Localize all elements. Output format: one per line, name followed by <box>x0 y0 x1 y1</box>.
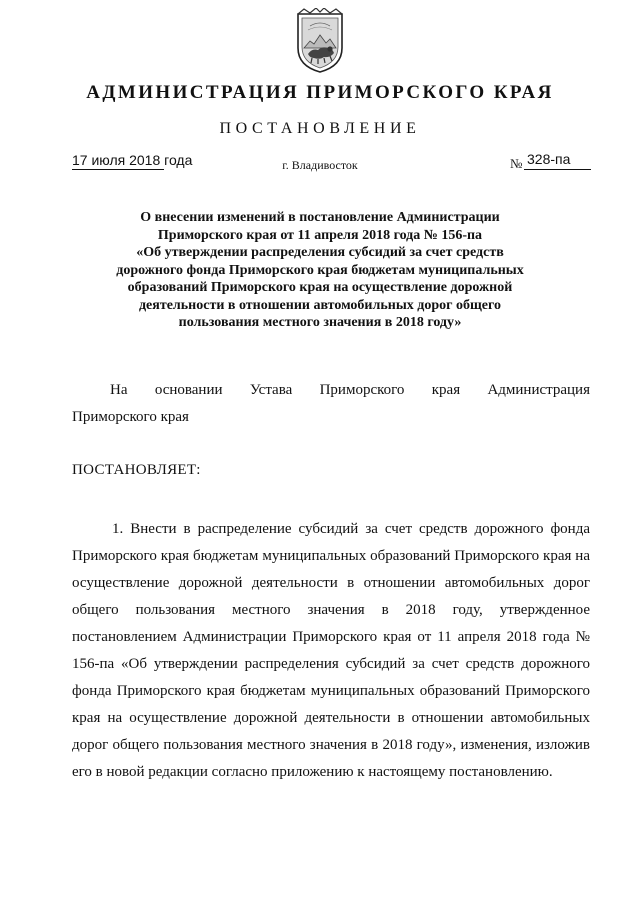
subject-line: пользования местного значения в 2018 году» <box>178 315 462 330</box>
basis-word: Администрация <box>487 382 590 398</box>
document-type: ПОСТАНОВЛЕНИЕ <box>219 120 421 137</box>
subject-line: «Об утверждении распределения субсидий за счет средств <box>136 245 504 260</box>
subject-line: образований Приморского края на осуществление дорожной <box>127 280 513 295</box>
number-sign: № <box>510 156 523 171</box>
document-subject <box>100 209 540 332</box>
document-number: 328-па <box>524 151 591 170</box>
document-city: г. Владивосток <box>282 158 358 172</box>
resolves-heading: ПОСТАНОВЛЯЕТ: <box>72 462 201 478</box>
basis-word: Приморского <box>319 382 405 398</box>
document-date: 17 июля 2018 года <box>72 152 193 168</box>
coat-of-arms-icon <box>294 8 346 74</box>
organization-title: АДМИНИСТРАЦИЯ ПРИМОРСКОГО КРАЯ <box>86 82 554 103</box>
subject-line: О внесении изменений в постановление Администрации <box>140 210 500 225</box>
basis-first-line <box>72 377 590 404</box>
basis-paragraph <box>72 377 590 431</box>
basis-word: основании <box>154 382 223 398</box>
subject-line: Приморского края от 11 апреля 2018 года № 156-па <box>157 227 483 243</box>
subject-line: дорожного фонда Приморского края бюджетам муниципальных <box>116 262 524 278</box>
basis-word: На <box>110 382 128 398</box>
subject-line: деятельности в отношении автомобильных дорог общего <box>138 297 502 313</box>
item-1-paragraph: 1. Внести в распределение субсидий за счет средств дорожного фонда Приморского края бюджетам муниципальных образований Приморского края на осуществление дорожной деятельности в отношении автомобильных дорог общего пользования местного значения в 2018 году, утвержденное постановлением Администрации Приморского края от 11 апреля 2018 года № 156-па «Об утверждении распределения субсидий за счет средств дорожного фонда Приморского края бюджетам муниципальных образований Приморского края на осуществление дорожной деятельности в отношении автомобильных дорог общего пользования местного значения в 2018 году», изменения, изложив его в новой редакции согласно приложению к настоящему постановлению. <box>72 521 590 780</box>
basis-word: края <box>431 382 461 398</box>
basis-word: Устава <box>249 382 293 398</box>
basis-tail: Приморского края <box>72 409 189 425</box>
